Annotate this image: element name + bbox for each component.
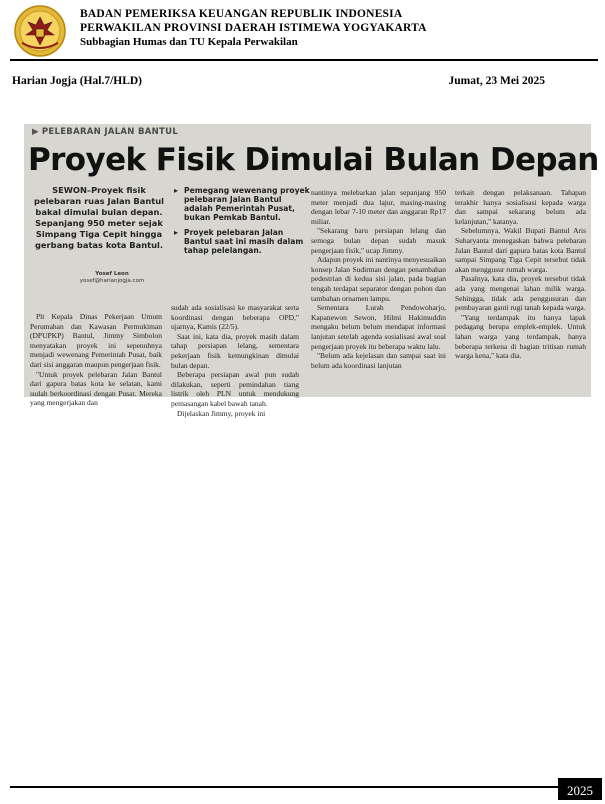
article-column-2: [171, 303, 299, 418]
garuda-emblem-icon: [14, 5, 66, 57]
paragraph: Sebelumnya, Wakil Bupati Bantul Aris Suharyanta menegaskan bahwa pelebaran Jalan Bantul dari gapura batas kota Bantul sampai Simpang Tiga Cepit tersebut tidak akan menggusur rumah warga.: [455, 226, 586, 274]
paragraph: Adapun proyek ini nantinya menyesuaikan konsep Jalan Sudirman dengan penambahan pedestrian di kedua sisi jalan, pada bagian tengah terdapat separator dengan pohon dan tambahan ornamen lampu.: [311, 255, 446, 303]
paragraph: terkait dengan pelaksanaan. Tahapan terakhir hanya sosialisasi kepada warga dan sampai sekarang belum ada kelanjutan," katanya.: [455, 188, 586, 226]
article-column-1: [30, 312, 162, 408]
org-line-1: BADAN PEMERIKSA KEUANGAN REPUBLIK INDONESIA: [80, 8, 403, 20]
org-line-2: PERWAKILAN PROVINSI DAERAH ISTIMEWA YOGYAKARTA: [80, 22, 427, 34]
paragraph: Dijelaskan Jimmy, proyek ini: [177, 408, 266, 418]
paragraph: "Untuk proyek pelebaran Jalan Bantul dari gapura batas kota ke selatan, kami sudah berkoordinasi dengan Pusat. Mereka yang mengerjakan dan: [30, 369, 162, 408]
kicker-text: PELEBARAN JALAN BANTUL: [41, 127, 179, 137]
paragraph: "Yang terdampak itu hanya lapak pedagang berupa emplek-emplek. Untuk lahan warga yang terdampak, hanya beberapa terkena di bagian tritisan rumah warga kena," kata dia.: [455, 312, 586, 361]
source-label: Harian Jogja (Hal.7/HLD): [12, 75, 143, 87]
paragraph: nantinya melebarkan jalan sepanjang 950 meter menjadi dua lajur, masing-masing dengan lebar 7-10 meter dan anggaran Rp17 miliar.: [311, 188, 446, 226]
letterhead: [0, 0, 605, 62]
article-column-3: [311, 188, 446, 370]
highlight-item: ▸ Pemegang wewenang proyek pelebaran Jalan Bantul adalah Pemerintah Pusat, bukan Pemkab Bantul.: [174, 186, 310, 222]
article-byline: [58, 271, 166, 285]
paragraph: Saat ini, kata dia, proyek masih dalam tahap persiapan lelang, sementara pekerjaan fisik kemungkinan dimulai bulan depan.: [171, 331, 299, 370]
paragraph: Plt Kepala Dinas Pekerjaan Umum Perumahan dan Kawasan Permukiman (DPUPKP) Bantul, Jimmy Simbolon menyatakan proyek ini sepenuhnya menjadi wewenang Pemerintah Pusat, baik dari sisi anggaran maupun pengerjaan fisik.: [30, 312, 162, 369]
highlight-item: ▸ Proyek pelebaran Jalan Bantul saat ini masih dalam tahap pelelangan.: [174, 228, 310, 255]
article-headline: Proyek Fisik Dimulai Bulan Depan: [28, 142, 599, 178]
article-kicker: [32, 127, 178, 137]
header-divider: [10, 59, 598, 61]
paragraph: Sementara Lurah Pendowoharjo, Kapanewon Sewon, Hilmi Hakimuddin mengaku belum belum mendapat informasi lanjutan setelah agenda sosialisasi awal soal pengerjaan proyek itu beberapa waktu lalu.: [311, 303, 446, 351]
year-badge: 2025: [558, 778, 602, 800]
newspaper-clipping: [24, 124, 599, 418]
paragraph: Pasalnya, kata dia, proyek tersebut tidak ada yang mengenai lahan milik warga. Sehingga, tidak ada penggusuran dan pembayaran ganti rugi tanah kepada warga.: [455, 274, 586, 313]
footer-divider: [10, 786, 558, 788]
paragraph: sudah ada sosialisasi ke masyarakat serta koordinasi dengan beberapa OPD," ujarnya, Kamis (22/5).: [171, 303, 299, 332]
article-lead: SEWON–Proyek fisik pelebaran ruas Jalan Bantul bakal dimulai bulan depan. Sepanjang 950 meter sejak Simpang Tiga Cepit hingga gerbang batas kota Bantul.: [34, 185, 164, 250]
paragraph: "Sekarang baru persiapan lelang dan semoga bulan depan sudah masuk pengerjaan fisik," ucap Jimmy.: [311, 226, 446, 255]
kicker-arrow-icon: ▶: [32, 127, 39, 137]
org-line-3: Subbagian Humas dan TU Kepala Perwakilan: [80, 36, 298, 48]
organization-name: [80, 7, 427, 49]
paragraph: Beberapa persiapan awal pun sudah dilakukan, seperti pemindahan tiang listrik oleh PLN untuk mendukung pemasangan kabel bawah tanah.: [171, 370, 299, 408]
article-highlights: [174, 186, 310, 261]
byline-name: Yosef Leon: [95, 271, 129, 277]
date-label: Jumat, 23 Mei 2025: [448, 75, 545, 87]
paragraph: "Belum ada kejelasan dan sampai saat ini belum ada koordinasi lanjutan: [311, 351, 446, 370]
article-column-4: [455, 188, 586, 361]
byline-email: yosef@harianjogja.com: [79, 278, 145, 284]
